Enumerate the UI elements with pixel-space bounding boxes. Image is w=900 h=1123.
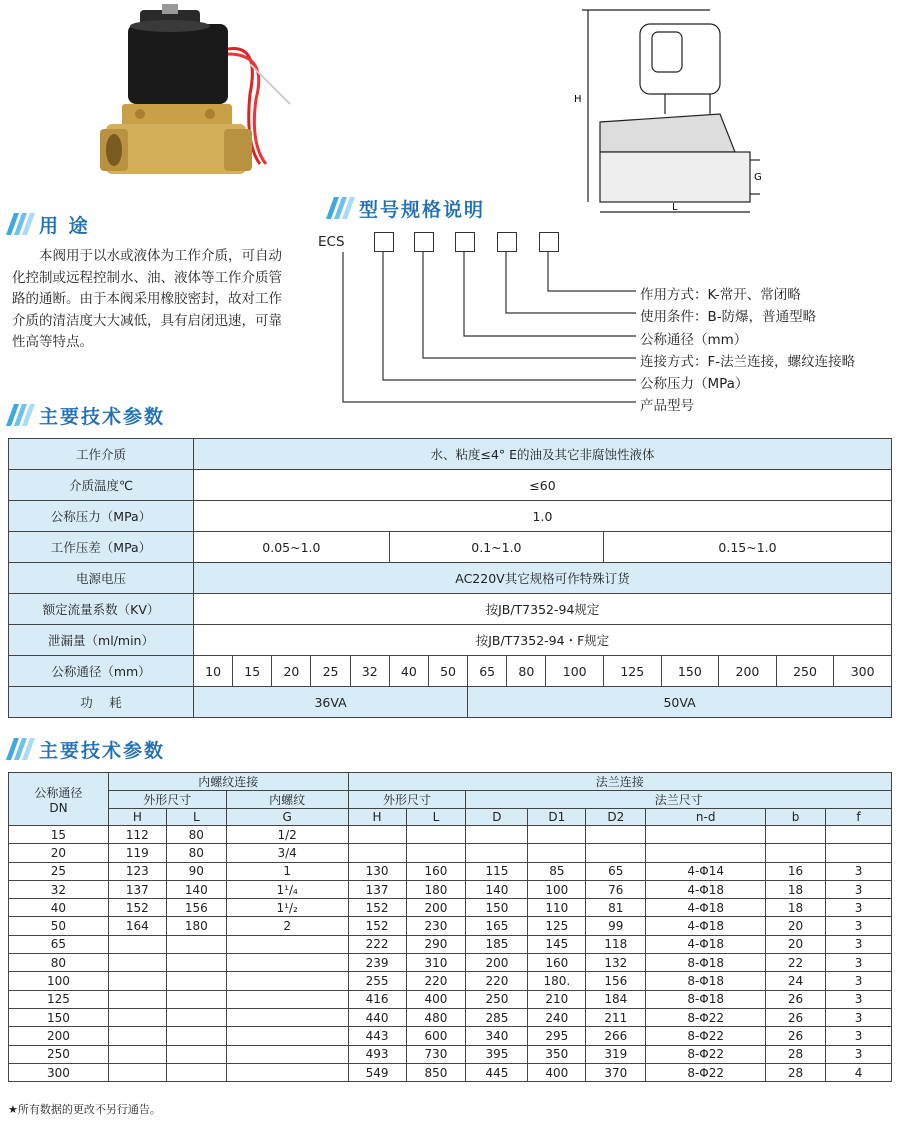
- table-cell: 370: [586, 1063, 646, 1081]
- table-cell: 250: [9, 1045, 109, 1063]
- table-row: [9, 470, 892, 501]
- table-cell: 255: [348, 972, 406, 990]
- table-cell: 220: [406, 972, 466, 990]
- param-label: 工作压差（MPa）: [9, 532, 194, 563]
- table-row: [9, 501, 892, 532]
- table-cell: [646, 844, 766, 862]
- table-cell: 3: [826, 862, 892, 880]
- table-row: [9, 844, 892, 862]
- table-cell: 2: [226, 917, 348, 935]
- table-cell: 18: [766, 899, 826, 917]
- table-cell: 65: [9, 935, 109, 953]
- table-cell: 400: [406, 990, 466, 1008]
- table-cell: 115: [466, 862, 528, 880]
- table-cell: [226, 935, 348, 953]
- table-row: [9, 935, 892, 953]
- col-header-inner: 内螺纹: [226, 791, 348, 809]
- table-cell: [166, 972, 226, 990]
- table-cell: 211: [586, 1008, 646, 1026]
- dn-value: 20: [272, 656, 311, 687]
- table-cell: 3: [826, 972, 892, 990]
- table-cell: [166, 1045, 226, 1063]
- table-cell: 8-Φ22: [646, 1027, 766, 1045]
- model-box-2: [414, 232, 434, 252]
- col-header: L: [406, 809, 466, 826]
- table-cell: [108, 1027, 166, 1045]
- table-cell: 4-Φ18: [646, 880, 766, 898]
- table-cell: 200: [406, 899, 466, 917]
- table-cell: 26: [766, 1008, 826, 1026]
- dims-table-body: [9, 826, 892, 1082]
- dn-value: 250: [776, 656, 834, 687]
- table-cell: [226, 1027, 348, 1045]
- table-cell: 26: [766, 1027, 826, 1045]
- table-row: [9, 656, 892, 687]
- table-row: [9, 594, 892, 625]
- table-cell: [766, 826, 826, 844]
- table-cell: 250: [466, 990, 528, 1008]
- param-value: 按JB/T7352-94规定: [194, 594, 892, 625]
- heading-bars-icon: [10, 404, 31, 426]
- table-cell: 180.: [528, 972, 586, 990]
- param-label: 泄漏量（ml/min）: [9, 625, 194, 656]
- table-cell: [406, 826, 466, 844]
- col-header: b: [766, 809, 826, 826]
- table-row: [9, 1008, 892, 1026]
- table-cell: 123: [108, 862, 166, 880]
- table-cell: [226, 1063, 348, 1081]
- dims-table: [8, 772, 892, 1082]
- table-cell: 119: [108, 844, 166, 862]
- table-cell: [226, 1045, 348, 1063]
- table-cell: 184: [586, 990, 646, 1008]
- col-header: D: [466, 809, 528, 826]
- table-cell: 152: [348, 899, 406, 917]
- col-header: f: [826, 809, 892, 826]
- table-cell: 4-Φ18: [646, 935, 766, 953]
- dn-value: 200: [719, 656, 777, 687]
- table-cell: 445: [466, 1063, 528, 1081]
- param-value: 0.15~1.0: [603, 532, 891, 563]
- table-cell: 3: [826, 880, 892, 898]
- table-row: [9, 990, 892, 1008]
- table-cell: [226, 1008, 348, 1026]
- table-cell: 50: [9, 917, 109, 935]
- param-value: AC220V其它规格可作特殊订货: [194, 563, 892, 594]
- table-row: [9, 880, 892, 898]
- model-box-4: [497, 232, 517, 252]
- table-cell: 8-Φ18: [646, 972, 766, 990]
- table-cell: [766, 844, 826, 862]
- table-cell: [528, 826, 586, 844]
- table-cell: 239: [348, 954, 406, 972]
- table-cell: 4-Φ18: [646, 917, 766, 935]
- table-cell: 300: [9, 1063, 109, 1081]
- table-cell: 730: [406, 1045, 466, 1063]
- dn-value: 300: [834, 656, 892, 687]
- table-cell: 20: [9, 844, 109, 862]
- table-cell: 76: [586, 880, 646, 898]
- model-label: 作用方式：K-常开、常闭略: [640, 287, 801, 303]
- table-cell: 156: [586, 972, 646, 990]
- table-cell: 28: [766, 1045, 826, 1063]
- table-cell: 493: [348, 1045, 406, 1063]
- table-cell: [108, 954, 166, 972]
- heading-bars-icon: [330, 197, 351, 219]
- table-cell: [226, 990, 348, 1008]
- table-cell: 140: [166, 880, 226, 898]
- table-cell: 160: [406, 862, 466, 880]
- params-title: 主要技术参数: [39, 405, 166, 428]
- table-cell: 28: [766, 1063, 826, 1081]
- table-cell: 156: [166, 899, 226, 917]
- table-cell: 290: [406, 935, 466, 953]
- table-cell: 8-Φ22: [646, 1045, 766, 1063]
- table-row: [9, 439, 892, 470]
- param-label: 额定流量系数（KV）: [9, 594, 194, 625]
- table-cell: 80: [166, 826, 226, 844]
- col-header: L: [166, 809, 226, 826]
- table-cell: 22: [766, 954, 826, 972]
- param-label: 公称压力（MPa）: [9, 501, 194, 532]
- table-cell: 350: [528, 1045, 586, 1063]
- table-cell: 3: [826, 917, 892, 935]
- table-cell: 4: [826, 1063, 892, 1081]
- param-value: 水、粘度≤4° E的油及其它非腐蚀性液体: [194, 439, 892, 470]
- table-cell: 80: [166, 844, 226, 862]
- param-value: 0.1~1.0: [389, 532, 603, 563]
- dims-title: 主要技术参数: [39, 739, 166, 762]
- param-value: 36VA: [194, 687, 468, 718]
- params-table: [8, 438, 892, 718]
- table-cell: 150: [466, 899, 528, 917]
- table-cell: [108, 990, 166, 1008]
- table-row: [9, 862, 892, 880]
- table-cell: 230: [406, 917, 466, 935]
- table-cell: 4-Φ18: [646, 899, 766, 917]
- table-cell: 112: [108, 826, 166, 844]
- table-cell: 8-Φ18: [646, 954, 766, 972]
- table-cell: 20: [766, 917, 826, 935]
- table-cell: 32: [9, 880, 109, 898]
- table-cell: 65: [586, 862, 646, 880]
- params-heading: [10, 402, 165, 428]
- param-value: 1.0: [194, 501, 892, 532]
- product-photo: [100, 4, 300, 194]
- table-cell: 8-Φ22: [646, 1008, 766, 1026]
- table-cell: [166, 935, 226, 953]
- param-label: 功 耗: [9, 687, 194, 718]
- model-label: 公称压力（MPa）: [640, 376, 749, 392]
- param-label: 工作介质: [9, 439, 194, 470]
- param-label: 介质温度℃: [9, 470, 194, 501]
- table-cell: 240: [528, 1008, 586, 1026]
- table-cell: 266: [586, 1027, 646, 1045]
- table-cell: [586, 844, 646, 862]
- table-row: [9, 1063, 892, 1081]
- col-header-flange: 法兰连接: [348, 773, 891, 791]
- table-row: [9, 532, 892, 563]
- table-cell: 1¹/₂: [226, 899, 348, 917]
- model-code-diagram: [318, 232, 898, 417]
- table-cell: 3: [826, 899, 892, 917]
- table-cell: 8-Φ22: [646, 1063, 766, 1081]
- table-cell: 99: [586, 917, 646, 935]
- table-cell: 443: [348, 1027, 406, 1045]
- table-cell: 40: [9, 899, 109, 917]
- table-row: [9, 954, 892, 972]
- col-header: H: [348, 809, 406, 826]
- table-cell: 16: [766, 862, 826, 880]
- dn-value: 50: [428, 656, 467, 687]
- table-cell: 85: [528, 862, 586, 880]
- table-cell: [406, 844, 466, 862]
- col-header: G: [226, 809, 348, 826]
- table-header-row: [9, 791, 892, 809]
- table-cell: 3: [826, 1008, 892, 1026]
- col-header-thread: 内螺纹连接: [108, 773, 348, 791]
- table-cell: [108, 972, 166, 990]
- param-value: 50VA: [468, 687, 892, 718]
- table-cell: 125: [9, 990, 109, 1008]
- param-label: 公称通径（mm）: [9, 656, 194, 687]
- table-cell: [166, 1063, 226, 1081]
- table-cell: 1¹/₄: [226, 880, 348, 898]
- table-row: [9, 563, 892, 594]
- table-cell: 125: [528, 917, 586, 935]
- col-header-outer: 外形尺寸: [108, 791, 226, 809]
- usage-title: 用 途: [39, 214, 90, 237]
- model-label: 产品型号: [640, 398, 694, 414]
- table-cell: 310: [406, 954, 466, 972]
- table-cell: [108, 935, 166, 953]
- dims-heading: [10, 736, 165, 762]
- table-cell: 295: [528, 1027, 586, 1045]
- diagram-label-g: G: [754, 172, 762, 183]
- col-header-outer2: 外形尺寸: [348, 791, 466, 809]
- table-cell: 4-Φ14: [646, 862, 766, 880]
- table-header-row: [9, 773, 892, 791]
- table-row: [9, 687, 892, 718]
- table-cell: [108, 1008, 166, 1026]
- model-box-5: [539, 232, 559, 252]
- table-cell: [166, 1008, 226, 1026]
- footnote: ★所有数据的更改不另行通告。: [8, 1103, 161, 1116]
- table-cell: 152: [348, 917, 406, 935]
- table-cell: [226, 954, 348, 972]
- table-cell: 440: [348, 1008, 406, 1026]
- table-row: [9, 1027, 892, 1045]
- heading-bars-icon: [10, 738, 31, 760]
- table-cell: 600: [406, 1027, 466, 1045]
- table-cell: 24: [766, 972, 826, 990]
- table-cell: [826, 826, 892, 844]
- table-cell: 3: [826, 1027, 892, 1045]
- table-cell: 549: [348, 1063, 406, 1081]
- dn-value: 125: [603, 656, 661, 687]
- model-label: 公称通径（mm）: [640, 332, 748, 348]
- table-cell: 132: [586, 954, 646, 972]
- table-cell: 1/2: [226, 826, 348, 844]
- table-cell: [166, 954, 226, 972]
- table-cell: [348, 844, 406, 862]
- table-cell: 3: [826, 935, 892, 953]
- heading-bars-icon: [10, 213, 31, 235]
- table-cell: 180: [406, 880, 466, 898]
- table-cell: [528, 844, 586, 862]
- model-box-1: [374, 232, 394, 252]
- dn-value: 150: [661, 656, 719, 687]
- table-cell: 80: [9, 954, 109, 972]
- table-cell: 160: [528, 954, 586, 972]
- table-cell: 140: [466, 880, 528, 898]
- table-cell: 285: [466, 1008, 528, 1026]
- table-cell: 118: [586, 935, 646, 953]
- table-cell: 200: [9, 1027, 109, 1045]
- table-cell: 3: [826, 990, 892, 1008]
- table-cell: 15: [9, 826, 109, 844]
- table-cell: 165: [466, 917, 528, 935]
- model-prefix: ECS: [318, 234, 345, 250]
- col-header: D1: [528, 809, 586, 826]
- table-cell: 90: [166, 862, 226, 880]
- col-header-dn: 公称通径 DN: [9, 773, 109, 826]
- table-cell: 8-Φ18: [646, 990, 766, 1008]
- table-cell: 220: [466, 972, 528, 990]
- table-cell: 164: [108, 917, 166, 935]
- table-row: [9, 972, 892, 990]
- table-cell: [166, 990, 226, 1008]
- table-cell: [646, 826, 766, 844]
- table-cell: 137: [108, 880, 166, 898]
- col-header: H: [108, 809, 166, 826]
- param-value: 按JB/T7352-94・F规定: [194, 625, 892, 656]
- model-title: 型号规格说明: [359, 198, 486, 221]
- table-cell: [226, 972, 348, 990]
- dn-value: 15: [233, 656, 272, 687]
- table-cell: 416: [348, 990, 406, 1008]
- usage-heading: [10, 211, 90, 237]
- dn-value: 65: [468, 656, 507, 687]
- col-header-flange-size: 法兰尺寸: [466, 791, 892, 809]
- table-cell: 81: [586, 899, 646, 917]
- table-row: [9, 899, 892, 917]
- diagram-label-h: H: [574, 94, 582, 105]
- dn-value: 10: [194, 656, 233, 687]
- table-row: [9, 625, 892, 656]
- table-cell: 137: [348, 880, 406, 898]
- table-cell: 319: [586, 1045, 646, 1063]
- table-cell: [466, 826, 528, 844]
- usage-text: 本阀用于以水或液体为工作介质，可自动化控制或远程控制水、油、液体等工作介质管路的通断。由于本阀采用橡胶密封，故对工作介质的清洁度大大减低，具有启闭迅速，可靠性高等特点。: [12, 248, 282, 350]
- table-cell: 3: [826, 1045, 892, 1063]
- table-cell: [826, 844, 892, 862]
- table-cell: [166, 1027, 226, 1045]
- model-heading: [330, 195, 485, 221]
- table-cell: 3/4: [226, 844, 348, 862]
- table-cell: [586, 826, 646, 844]
- dn-value: 32: [350, 656, 389, 687]
- table-cell: 480: [406, 1008, 466, 1026]
- table-cell: 26: [766, 990, 826, 1008]
- table-cell: 145: [528, 935, 586, 953]
- table-cell: 340: [466, 1027, 528, 1045]
- col-header: D2: [586, 809, 646, 826]
- model-box-3: [455, 232, 475, 252]
- dn-value: 40: [389, 656, 428, 687]
- table-cell: 20: [766, 935, 826, 953]
- table-cell: 850: [406, 1063, 466, 1081]
- table-cell: 152: [108, 899, 166, 917]
- param-label: 电源电压: [9, 563, 194, 594]
- dn-value: 25: [311, 656, 350, 687]
- table-cell: 180: [166, 917, 226, 935]
- table-cell: 130: [348, 862, 406, 880]
- table-cell: 100: [9, 972, 109, 990]
- table-cell: 200: [466, 954, 528, 972]
- table-cell: [348, 826, 406, 844]
- model-label: 使用条件：B-防爆，普通型略: [640, 309, 817, 325]
- table-cell: [466, 844, 528, 862]
- table-cell: 222: [348, 935, 406, 953]
- table-cell: 185: [466, 935, 528, 953]
- table-cell: 1: [226, 862, 348, 880]
- table-cell: 25: [9, 862, 109, 880]
- table-cell: 150: [9, 1008, 109, 1026]
- table-cell: 395: [466, 1045, 528, 1063]
- table-cell: 18: [766, 880, 826, 898]
- col-header: n-d: [646, 809, 766, 826]
- param-value: 0.05~1.0: [194, 532, 390, 563]
- table-row: [9, 1045, 892, 1063]
- dn-value: 100: [546, 656, 604, 687]
- table-cell: [108, 1045, 166, 1063]
- table-cell: 100: [528, 880, 586, 898]
- table-cell: 110: [528, 899, 586, 917]
- dn-value: 80: [507, 656, 546, 687]
- table-cell: [108, 1063, 166, 1081]
- param-value: ≤60: [194, 470, 892, 501]
- table-cell: 210: [528, 990, 586, 1008]
- table-row: [9, 917, 892, 935]
- dimension-diagram: [570, 2, 770, 217]
- model-label: 连接方式：F-法兰连接，螺纹连接略: [640, 354, 856, 370]
- table-cell: 3: [826, 954, 892, 972]
- table-row: [9, 826, 892, 844]
- table-cell: 400: [528, 1063, 586, 1081]
- table-header-row: [9, 809, 892, 826]
- diagram-label-l: L: [672, 202, 678, 213]
